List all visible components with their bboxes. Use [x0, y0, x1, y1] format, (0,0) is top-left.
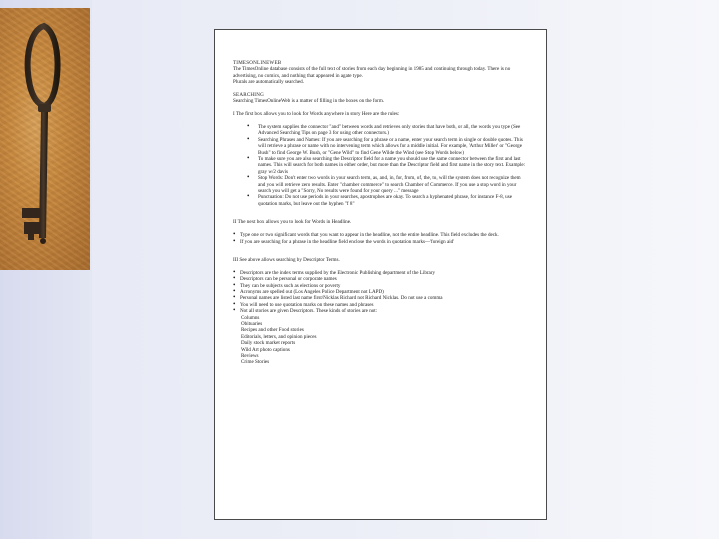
list-item: • Punctuation: Do not use periods in your searches, apostrophes are okay. To search a hyphenated phrase, for instance F-8, use quotation marks, but leave out the hyphen "f 8": [233, 194, 528, 207]
document-page: [214, 29, 547, 520]
list-item: • Not all stories are given Descriptors. These kinds of stories are not:: [233, 308, 528, 314]
sub-item: Recipes and other Food stories: [241, 327, 304, 334]
sub-item: Columns: [241, 314, 260, 321]
list-item: • Descriptors can be personal or corporate names: [233, 276, 528, 282]
list-item: • Acronyms are spelled out (Los Angeles Police Department not LAPD): [233, 289, 528, 295]
list-item: • The system supplies the connector "and" between words and retrieves only stories that have both, or all, the words you type (See Advanced Searching Tips on page 3 for using other connectors.): [233, 124, 528, 137]
list-item: • If you are searching for a phrase in the headline field enclose the words in quotation marks—'foreign aid': [233, 239, 528, 245]
intro-line-2: Plurals are automatically searched.: [233, 79, 304, 86]
list-item: • You will need to use quotation marks on these names and phrases: [233, 302, 528, 308]
section-3-heading: III See above allows searching by Descriptor Terms.: [233, 256, 340, 263]
list-item: • Descriptors are the index terms supplied by the Electronic Publishing department of the Library: [233, 270, 528, 276]
section-2-list: [233, 232, 528, 245]
section-3-list: [233, 270, 528, 315]
section-3-sublist: [233, 315, 528, 366]
list-item: • Searching Phrases and Names: If you are searching for a phrase or a name, enter your search term in single or double quotes. This will retrieve a phrase or name with no intervening term which allows for a middle initial. For example, 'Arthur Miller' or "George Bush" to find George W. Bush, or "Gene Wild" to find Gene Wilde the Wind (see Stop Words below): [233, 137, 528, 156]
searching-intro: Searching TimesOnlineWeb is a matter of filling in the boxes on the form.: [233, 98, 385, 105]
antique-key-image: [0, 8, 90, 270]
doc-title: TIMESONLINEWEB: [233, 60, 282, 66]
list-item: • Personal names are listed last name first/Nicklas Richard not Richard Nicklas. Do not use a comma: [233, 295, 528, 301]
searching-heading: SEARCHING: [233, 92, 264, 99]
sub-item: Crime Stories: [241, 359, 270, 366]
key-icon: [0, 8, 90, 270]
sub-item: Obituaries: [241, 320, 263, 327]
sub-item: Editorials, letters, and opinion pieces: [241, 333, 317, 340]
sub-item: Daily stock market reports: [241, 340, 296, 347]
section-2-heading: II The next box allows you to look for Words in Headline.: [233, 219, 352, 226]
sub-item: Reviews: [241, 352, 259, 359]
list-item: • Type one or two significant words that you want to appear in the headline, not the entire headline. This field excludes the deck.: [233, 232, 528, 238]
intro-line-1: The TimesOnline database consists of the full text of stories from each day beginning in 1985 and continuing through today. There is no advertising, no comics, and nothing that appeared in agate type.: [233, 66, 511, 79]
sub-item: Wild Art photo captions: [241, 346, 290, 353]
section-1-list: [233, 124, 528, 207]
list-item: • They can be subjects such as elections or poverty: [233, 283, 528, 289]
list-item: • Stop Words: Don't enter two words in your search term, as, and, in, for, from, of, the, to, will the system does not recognize them and you will retrieve zero results. Enter "chamber commerce" to search Chamber of Commerce. If you use a stop word in your search you will get a "Sorry, No results were found for your query ..." message: [233, 175, 528, 194]
list-item: • To make sure you are also searching the Descriptor field for a name you should use the same connector between the first and last names. This will search for both names in either order, but more than the Descriptor field and first name in the story text. Example: gray w/2 davis: [233, 156, 528, 175]
section-1-heading: I The first box allows you to look for Words anywhere in story Here are the rules:: [233, 111, 400, 118]
